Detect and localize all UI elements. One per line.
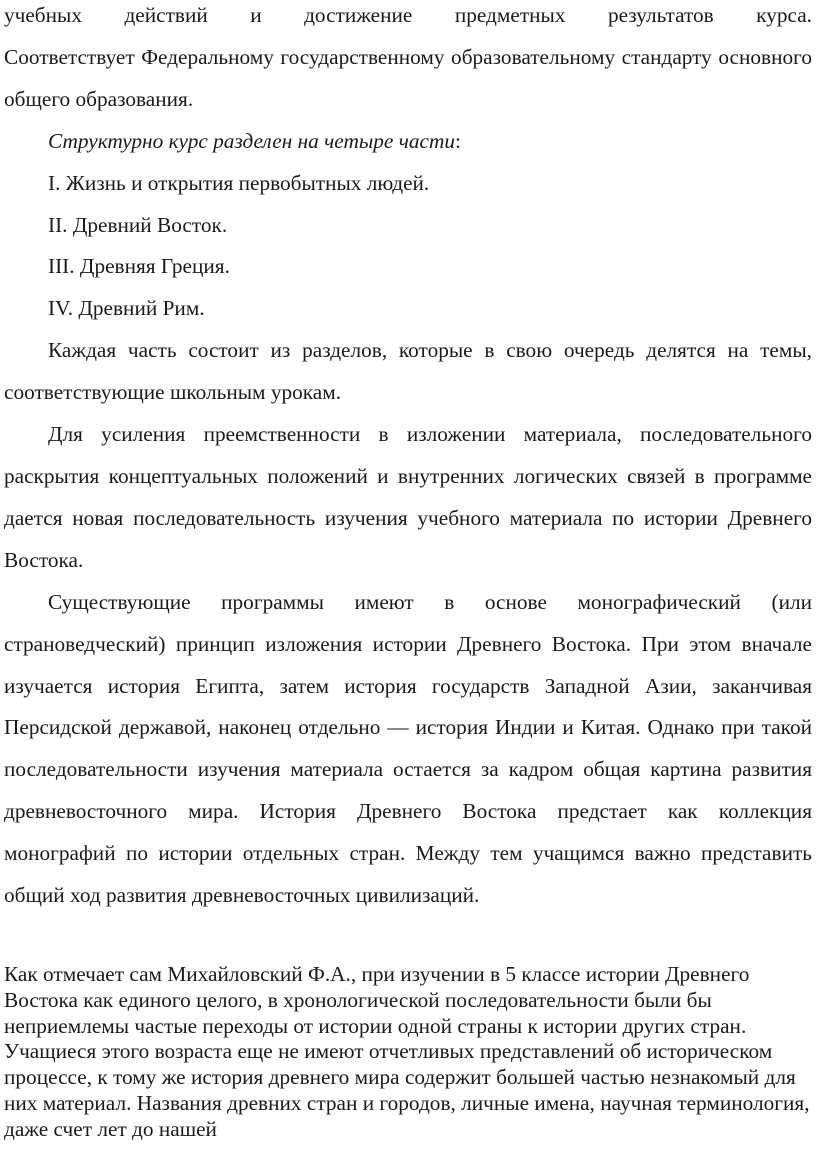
part-item-4: IV. Древний Рим. (48, 296, 205, 321)
part-item-2: II. Древний Восток. (48, 212, 228, 237)
structure-intro (4, 121, 812, 163)
part-item-1: I. Жизнь и открытия первобытных людей. (48, 170, 430, 195)
paragraph-continuity: Для усиления преемственности в изложении материала, последовательного раскрытия концептуальных положений и внутренних логических связей в программе дается новая последовательность изучения учебного материала по истории Древнего Востока. (4, 422, 812, 572)
paragraph-sections: Каждая часть состоит из разделов, которые в свою очередь делятся на темы, соответствующие школьным урокам. (4, 338, 812, 405)
main-text-block (4, 0, 812, 917)
paragraph-existing-programs: Существующие программы имеют в основе монографический (или страноведческий) принцип изложения истории Древнего Востока. При этом вначале изучается история Египта, затем история государств Западной Азии, заканчивая Персидской державой, наконец отдельно — история Индии и Китая. Однако при такой последовательности изучения материала остается за кадром общая картина развития древневосточного мира. История Древнего Востока предстает как коллекция монографий по истории отдельных стран. Между тем учащимся важно представить общий ход развития древневосточных цивилизаций. (4, 589, 812, 908)
structure-intro-colon: : (454, 128, 461, 153)
structure-intro-italic: Структурно курс разделен на четыре части (48, 128, 455, 153)
paragraph-mikhailovsky: Как отмечает сам Михайловский Ф.А., при изучении в 5 классе истории Древнего Востока как единого целого, в хронологической последовательности были бы неприемлемы частые переходы от истории одной страны к истории других стран. Учащиеся этого возраста еще не имеют отчетливых представлений об историческом процессе, к тому же история древнего мира содержит большей частью незнакомый для них материал. Названия древних стран и городов, личные имена, научная терминология, даже счет лет до нашей (4, 962, 810, 1141)
paragraph-standard: Соответствует Федеральному государственному образовательному стандарту основного общего образования. (4, 44, 812, 111)
quote-text-block (4, 962, 812, 1143)
part-item-3: III. Древняя Греция. (48, 254, 230, 279)
paragraph-continuation-line: учебных действий и достижение предметных результатов курса. (4, 3, 812, 27)
